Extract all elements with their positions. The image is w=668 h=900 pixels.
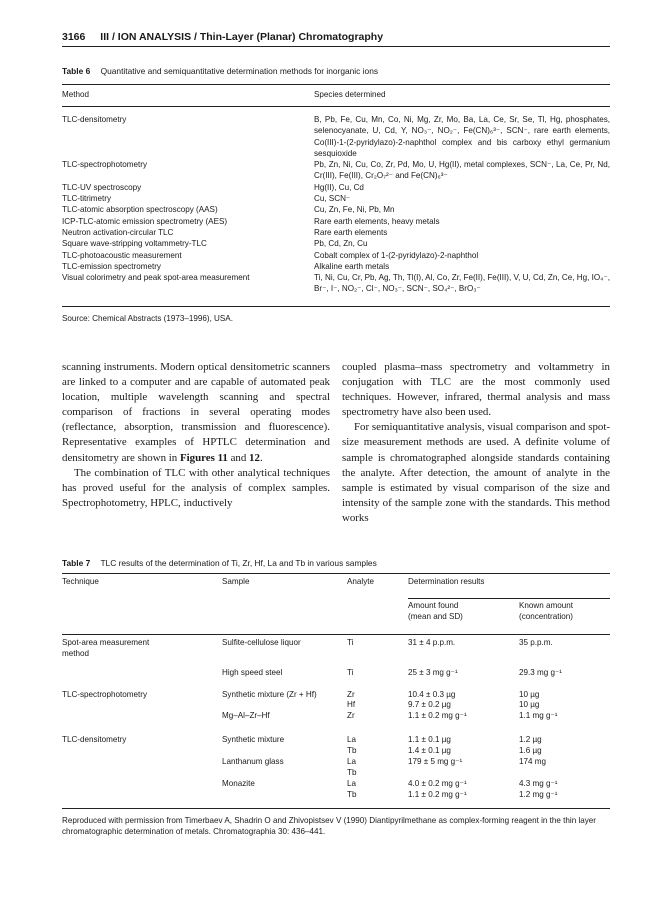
table7-row — [62, 735, 610, 746]
table7-known-cell: 35 p.p.m. — [519, 637, 553, 647]
table7-row — [62, 690, 610, 701]
table7-analyte-cell — [347, 649, 408, 660]
table7-col-known — [519, 601, 610, 623]
table7 — [62, 577, 610, 801]
table7-col-technique: Technique — [62, 577, 99, 586]
table6-method-cell: TLC-spectrophotometry — [62, 160, 148, 170]
table7-col-known-line2: (concentration) — [519, 611, 573, 621]
table6-caption — [62, 66, 378, 76]
table6-row — [62, 216, 610, 227]
table7-technique-cell: method — [62, 648, 89, 658]
table7-col-amount-line2: (mean and SD) — [408, 611, 463, 621]
table7-analyte-cell: Hf — [347, 700, 356, 710]
table7-technique-cell — [62, 790, 222, 801]
table6-row — [62, 193, 610, 204]
table6-row — [62, 238, 610, 249]
table7-col-sample: Sample — [222, 577, 250, 586]
table6-caption-text: Quantitative and semiquantitative determination methods for inorganic ions — [100, 66, 379, 76]
table7-technique-cell: Spot-area measurement — [62, 637, 150, 647]
table7-technique-cell — [62, 711, 222, 722]
table7-row — [62, 790, 610, 801]
table7-amount-cell: 10.4 ± 0.3 µg — [408, 689, 456, 699]
table6-source: Source: Chemical Abstracts (1973–1996), USA. — [62, 314, 233, 323]
table6-method-cell: TLC-atomic absorption spectroscopy (AAS) — [62, 205, 218, 215]
table6-col-method: Method — [62, 90, 89, 99]
table7-results-rule — [408, 598, 610, 599]
table6-method-cell: Neutron activation-circular TLC — [62, 227, 174, 237]
table7-row — [62, 746, 610, 757]
table7-row — [62, 779, 610, 790]
table6-col-species: Species determined — [314, 90, 386, 99]
table7-col-results: Determination results — [408, 577, 485, 586]
header-rule — [62, 46, 610, 47]
table7-sample-cell: Monazite — [222, 778, 255, 788]
table7-caption — [62, 558, 377, 568]
table7-caption-text: TLC results of the determination of Ti, Zr, Hf, La and Tb in various samples — [100, 558, 377, 568]
table7-amount-cell: 1.1 ± 0.2 mg g⁻¹ — [408, 789, 467, 799]
table7-sample-cell: Sulfite-cellulose liquor — [222, 637, 301, 647]
table7-known-cell — [519, 768, 610, 779]
body-column-right — [342, 360, 610, 526]
table7-bottom-rule — [62, 808, 610, 809]
table7-analyte-cell: Tb — [347, 746, 357, 756]
figure-ref[interactable]: Figures 11 — [179, 451, 228, 464]
table7-top-rule — [62, 573, 610, 574]
table7-amount-cell: 1.4 ± 0.1 µg — [408, 746, 451, 756]
table6-row — [62, 159, 610, 182]
table7-known-cell: 29.3 mg g⁻¹ — [519, 667, 562, 677]
table7-row — [62, 668, 610, 679]
table7-analyte-cell: Ti — [347, 667, 354, 677]
table6-species-cell: B, Pb, Fe, Cu, Mn, Co, Ni, Mg, Zr, Mo, Ba, La, Ce, Sr, Se, Tl, Hg, phosphates, selenocyanate, U, Cd, Y, NO₃⁻, NO₂⁻, Fe(CN)₆³⁻, SCN⁻, rare earth elements, Co(III)-1-(2-pyridylazo)-2-naphthol complex and bis carboxy ethyl germanium sesquioxide — [314, 115, 610, 158]
table7-sample-cell — [222, 700, 347, 711]
section-title: III / ION ANALYSIS / Thin-Layer (Planar) Chromatography — [100, 31, 384, 43]
table7-row — [62, 700, 610, 711]
table7-technique-cell: TLC-densitometry — [62, 735, 127, 745]
table7-analyte-cell: Ti — [347, 637, 354, 647]
body-column-left — [62, 360, 330, 511]
table7-sample-cell — [222, 649, 347, 660]
table7-technique-cell — [62, 768, 222, 779]
table7-amount-cell: 9.7 ± 0.2 µg — [408, 700, 451, 710]
table7-analyte-cell: La — [347, 778, 357, 788]
body-text: scanning instruments. Modern optical densitometric scanners are linked to a computer and are capable of automated peak location, multiple wavelength scanning and spectral comparison of fractions in several operating modes (reflectance, absorption, transmission and fluorescence). Representative examples of HPTLC determination and densitometry are shown in — [62, 361, 330, 464]
table7-sample-cell — [222, 768, 347, 779]
table7-known-cell: 10 µg — [519, 700, 540, 710]
body-text: and — [227, 451, 250, 464]
table7-reproduced-note: Reproduced with permission from Timerbaev A, Shadrin O and Zhivopistsev V (1990) Diantipyrilmethane as complex-forming reagent in the thin layer chromatographic determination of metals. Chromatographia 30: 436–441. — [62, 816, 596, 837]
table7-amount-cell: 1.1 ± 0.1 µg — [408, 735, 451, 745]
table7-col-amount-line1: Amount found — [408, 601, 459, 610]
table6-label: Table 6 — [62, 66, 91, 76]
table6-method-cell: Square wave-stripping voltammetry-TLC — [62, 239, 207, 249]
table7-known-cell: 4.3 mg g⁻¹ — [519, 778, 558, 788]
table6-species-cell: Ti, Ni, Cu, Cr, Pb, Ag, Th, Tl(I), Al, Co, Zr, Fe(II), Fe(III), V, U, Cd, Zn, Ce, Hg, IO₄⁻, Br⁻, I⁻, NO₂⁻, Cl⁻, NO₃⁻, SCN⁻, SO₄²⁻, BrO₃⁻ — [314, 273, 610, 294]
table6-species-cell: Cu, SCN⁻ — [314, 194, 351, 204]
table7-technique-cell — [62, 746, 222, 757]
table7-sample-cell: Lanthanum glass — [222, 757, 284, 767]
table7-amount-cell — [408, 649, 519, 660]
table7-known-cell: 174 mg — [519, 757, 546, 767]
table6-method-cell: ICP-TLC-atomic emission spectrometry (AES) — [62, 216, 228, 226]
table7-amount-cell — [408, 768, 519, 779]
running-header — [62, 31, 383, 43]
body-paragraph: The combination of TLC with other analytical techniques has proved useful for the analysis of complex samples. Spectrophotometry, HPLC, inductively — [62, 466, 330, 509]
table7-sample-cell: High speed steel — [222, 667, 283, 677]
table6-method-cell: TLC-emission spectrometry — [62, 261, 161, 271]
table7-known-cell: 10 µg — [519, 689, 540, 699]
table6-method-cell: TLC-photoacoustic measurement — [62, 250, 182, 260]
table7-label: Table 7 — [62, 558, 91, 568]
table6-row — [62, 261, 610, 272]
table7-amount-cell: 4.0 ± 0.2 mg g⁻¹ — [408, 778, 467, 788]
table6-species-cell: Cobalt complex of 1-(2-pyridylazo)-2-naphthol — [314, 250, 479, 260]
table6-species-cell: Rare earth elements, heavy metals — [314, 216, 440, 226]
table6-header-rule — [62, 106, 610, 107]
table7-row — [62, 638, 610, 649]
table6-row — [62, 227, 610, 238]
table6-row — [62, 250, 610, 261]
table7-row — [62, 649, 610, 660]
body-paragraph — [62, 360, 330, 466]
table6-species-cell: Rare earth elements — [314, 227, 388, 237]
table7-row — [62, 768, 610, 779]
table6-species-cell: Alkaline earth metals — [314, 261, 390, 271]
table7-body — [62, 638, 610, 801]
body-paragraph: coupled plasma–mass spectrometry and voltammetry in conjugation with TLC are the most commonly used techniques. However, infrared, thermal analysis and mass spectrometry have also been used. — [342, 361, 610, 419]
table7-known-cell — [519, 649, 610, 660]
table7-header-rule — [62, 634, 610, 635]
table6-species-cell: Pb, Cd, Zn, Cu — [314, 239, 368, 249]
table7-analyte-cell: La — [347, 735, 357, 745]
table7-col-amount — [408, 601, 519, 623]
table7-amount-cell: 25 ± 3 mg g⁻¹ — [408, 667, 458, 677]
table7-known-cell: 1.1 mg g⁻¹ — [519, 711, 558, 721]
table6-top-rule — [62, 84, 610, 85]
table7-technique-cell — [62, 757, 222, 768]
table6 — [62, 89, 610, 295]
table6-row — [62, 204, 610, 215]
table6-bottom-rule — [62, 306, 610, 307]
table7-row — [62, 757, 610, 768]
figure-ref[interactable]: 12 — [249, 451, 260, 464]
table7-analyte-cell: La — [347, 757, 357, 767]
table7-col-analyte: Analyte — [347, 577, 374, 586]
table7-col-known-line1: Known amount — [519, 601, 573, 610]
table7-known-cell: 1.6 µg — [519, 746, 542, 756]
table6-species-cell: Pb, Zn, Ni, Cu, Co, Zr, Pd, Mo, U, Hg(II), metal complexes, SCN⁻, La, Ce, Pr, Nd, Cr(III), Fe(III), Cr₂O₇²⁻ and Fe(CN)₆³⁻ — [314, 160, 610, 181]
table6-row — [62, 114, 610, 159]
table6-body — [62, 114, 610, 295]
table6-method-cell: TLC-densitometry — [62, 115, 127, 124]
body-text: . — [259, 451, 263, 464]
table6-method-cell: TLC-titrimetry — [62, 194, 112, 204]
table7-known-cell: 1.2 µg — [519, 735, 542, 745]
table7-analyte-cell: Tb — [347, 767, 357, 777]
table7-amount-cell: 31 ± 4 p.p.m. — [408, 637, 456, 647]
table7-technique-cell — [62, 700, 222, 711]
table6-species-cell: Cu, Zn, Fe, Ni, Pb, Mn — [314, 205, 395, 215]
table7-sample-cell: Synthetic mixture (Zr + Hf) — [222, 689, 317, 699]
table7-row — [62, 711, 610, 722]
table7-analyte-cell: Tb — [347, 789, 357, 799]
page-number: 3166 — [62, 31, 86, 43]
table7-analyte-cell: Zr — [347, 689, 355, 699]
table7-sample-cell: Synthetic mixture — [222, 735, 285, 745]
table6-header — [62, 89, 610, 105]
table6-method-cell: Visual colorimetry and peak spot-area measurement — [62, 273, 250, 283]
table7-analyte-cell: Zr — [347, 711, 355, 721]
table6-method-cell: TLC-UV spectroscopy — [62, 182, 142, 192]
table7-amount-cell: 179 ± 5 mg g⁻¹ — [408, 757, 463, 767]
table7-sample-cell — [222, 790, 347, 801]
table7-subheader — [62, 601, 610, 623]
table7-sample-cell: Mg–Al–Zr–Hf — [222, 711, 270, 721]
table7-amount-cell: 1.1 ± 0.2 mg g⁻¹ — [408, 711, 467, 721]
table7-known-cell: 1.2 mg g⁻¹ — [519, 789, 558, 799]
table7-sample-cell — [222, 746, 347, 757]
table7-technique-cell — [62, 779, 222, 790]
body-paragraph: For semiquantitative analysis, visual comparison and spot-size measurement methods are used. A definite volume of sample is chromatographed alongside standards containing the analyte. After detection, the amount of analyte in the sample is estimated by visual comparison of the size and intensity of the sample zone with the standards. This method works — [342, 421, 610, 524]
table7-technique-cell: TLC-spectrophotometry — [62, 689, 148, 699]
table6-row — [62, 182, 610, 193]
table7-technique-cell — [62, 668, 222, 679]
table6-species-cell: Hg(II), Cu, Cd — [314, 182, 364, 192]
table6-row — [62, 272, 610, 295]
